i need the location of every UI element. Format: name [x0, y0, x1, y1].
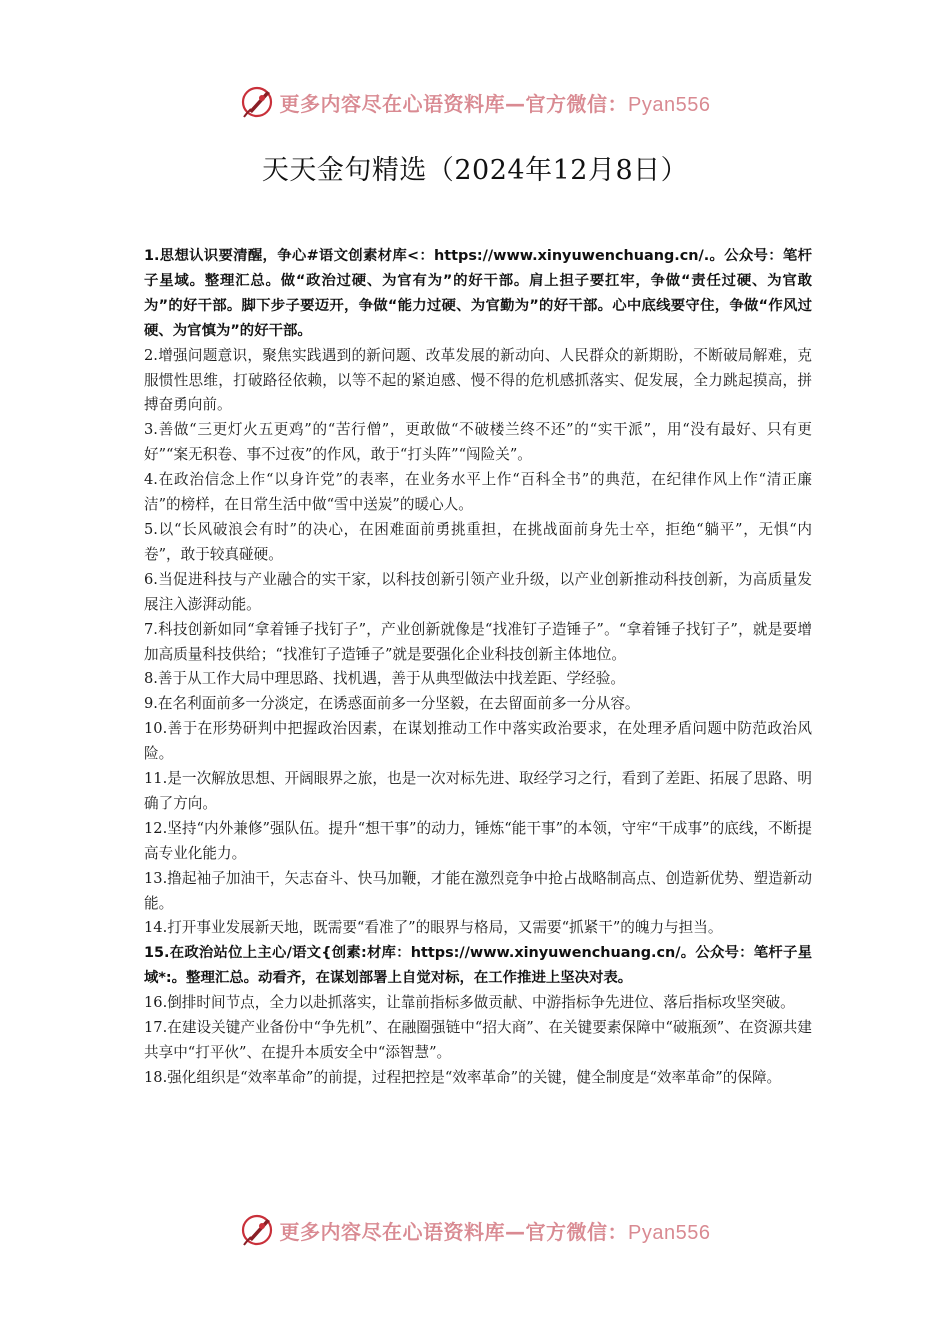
- quote-item: 11.是一次解放思想、开阔眼界之旅，也是一次对标先进、取经学习之行，看到了差距、拓展了思路、明确了方向。: [144, 770, 812, 812]
- quote-item: 8.善于从工作大局中理思路、找机遇，善于从典型做法中找差距、学经验。: [144, 670, 625, 688]
- quote-item: 13.撸起袖子加油干，矢志奋斗、快马加鞭，才能在激烈竞争中抢占战略制高点、创造新优势、塑造新动能。: [144, 869, 812, 912]
- header-watermark-banner: [0, 82, 950, 122]
- quote-item: 6.当促进科技与产业融合的实干家，以科技创新引领产业升级，以产业创新推动科技创新，为高质量发展注入澎湃动能。: [144, 570, 812, 613]
- quill-seal-logo-icon: [240, 84, 276, 120]
- quote-item: 18.强化组织是“效率革命”的前提，过程把控是“效率革命”的关键，健全制度是“效率革命”的保障。: [144, 1068, 782, 1086]
- quote-item: 7.科技创新如同“拿着锤子找钉子”，产业创新就像是“找准钉子造锤子”。“拿着锤子找钉子”，就是要增加高质量科技供给；“找准钉子造锤子”就是要强化企业科技创新主体地位。: [144, 620, 812, 663]
- quote-item: 4.在政治信念上作“以身许党”的表率，在业务水平上作“百科全书”的典范，在纪律作风上作“清正廉洁”的榜样，在日常生活中做“雪中送炭”的暖心人。: [144, 471, 812, 514]
- wechat-handle: Pyan556: [628, 1221, 711, 1244]
- banner-text: 更多内容尽在心语资料库—官方微信：Pyan556: [279, 91, 711, 116]
- quote-item: 10.善于在形势研判中把握政治因素，在谋划推动工作中落实政治要求，在处理矛盾问题中防范政治风险。: [144, 720, 812, 763]
- page-title: 天天金句精选（2024年12月8日）: [261, 155, 689, 186]
- quote-item: 12.坚持“内外兼修”强队伍。提升“想干事”的动力，锤炼“能干事”的本领，守牢“干成事”的底线，不断提高专业化能力。: [144, 819, 812, 862]
- quote-item: 1.思想认识要清醒，争心#语文创素材库<：https://www.xinyuwenchuang.cn/.。公众号：笔杆子星域。整理汇总。做“政治过硬、为官有为”的好干部。肩上担子要扛牢，争做“责任过硬、为官敢为”的好干部。脚下步子要迈开，争做“能力过硬、为官勤为”的好干部。心中底线要守住，争做“作风过硬、为官慎为”的好干部。: [144, 248, 812, 339]
- footer-watermark-banner: [0, 1210, 950, 1250]
- quote-item: 3.善做“三更灯火五更鸡”的“苦行僧”，更敢做“不破楼兰终不还”的“实干派”，用“没有最好、只有更好”“案无积卷、事不过夜”的作风，敢于“打头阵”“闯险关”。: [144, 421, 812, 464]
- quote-item: 17.在建设关键产业备份中“争先机”、在融圈强链中“招大商”、在关键要素保障中“破瓶颈”、在资源共建共享中“打平伙”、在提升本质安全中“添智慧”。: [144, 1019, 812, 1061]
- banner-text: 更多内容尽在心语资料库—官方微信：Pyan556: [279, 1219, 711, 1244]
- quote-item: 15.在政治站位上主心/语文{创素:材库：https://www.xinyuwenchuang.cn/。公众号：笔杆子星域*:。整理汇总。动看齐，在谋划部署上自觉对标，在工作推进上坚决对表。: [144, 945, 812, 987]
- quote-item: 5.以“长风破浪会有时”的决心，在困难面前勇挑重担，在挑战面前身先士卒，拒绝“躺平”，无惧“内卷”，敢于较真碰硬。: [144, 520, 812, 563]
- quote-item: 14.打开事业发展新天地，既需要“看准了”的眼界与格局，又需要“抓紧干”的魄力与担当。: [144, 919, 723, 937]
- quill-seal-logo-icon: [240, 1212, 276, 1248]
- quote-item: 9.在名利面前多一分淡定，在诱惑面前多一分坚毅，在去留面前多一分从容。: [144, 695, 640, 713]
- quote-list: [144, 244, 812, 1091]
- quote-item: 16.倒排时间节点，全力以赴抓落实，让靠前指标多做贡献、中游指标争先进位、落后指标攻坚突破。: [144, 994, 795, 1012]
- wechat-handle: Pyan556: [628, 93, 711, 116]
- quote-item: 2.增强问题意识，聚焦实践遇到的新问题、改革发展的新动向、人民群众的新期盼，不断破局解难，克服惯性思维，打破路径依赖，以等不起的紧迫感、慢不得的危机感抓落实、促发展，全力跳起摸高，拼搏奋勇向前。: [144, 346, 812, 414]
